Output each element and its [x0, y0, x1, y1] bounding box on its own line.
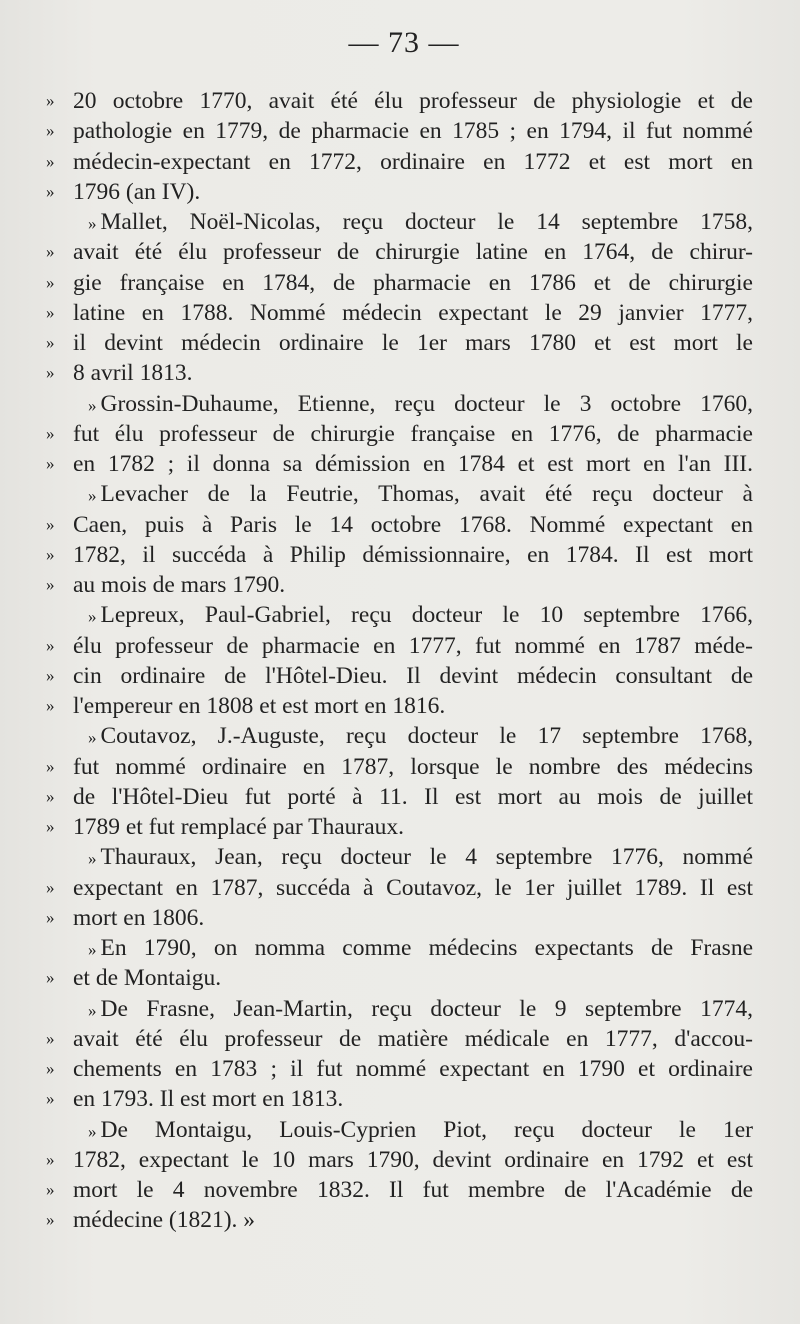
quote-mark: » — [46, 363, 54, 383]
quote-mark: » — [46, 665, 54, 685]
text-line — [0, 419, 800, 449]
line-text — [88, 600, 753, 632]
quote-mark: » — [46, 696, 54, 715]
line-content: Grossin-Duhaume, Etienne, reçu docteur le 3 octobre 1760, — [100, 390, 753, 417]
quote-mark: » — [46, 1180, 54, 1199]
text-line — [0, 389, 800, 419]
line-content: En 1790, on nomma comme médecins expectants de Frasne — [100, 935, 753, 961]
line-content: De Montaigu, Louis-Cyprien Piot, reçu docteur le 1er — [100, 1116, 753, 1143]
text-line — [0, 479, 800, 509]
text-line — [0, 1175, 800, 1205]
line-content: Coutavoz, J.-Auguste, reçu docteur le 17 septembre 1768, — [100, 723, 753, 750]
page-number: — 73 — — [348, 26, 460, 59]
quote-mark: » — [46, 756, 54, 776]
text-line — [0, 358, 800, 388]
line-content: expectant en 1787, succéda à Coutavoz, le 1er juillet 1789. Il est — [73, 874, 753, 901]
text-line — [0, 691, 800, 721]
line-content: 1782, il succéda à Philip démissionnaire, en 1784. Il est mort — [73, 541, 753, 568]
line-text — [88, 994, 753, 1026]
quote-mark: » — [46, 181, 54, 201]
text-line — [0, 933, 800, 963]
quote-mark: » — [88, 940, 96, 959]
quote-mark: » — [46, 635, 54, 655]
line-content: de l'Hôtel-Dieu fut porté à 11. Il est mort au mois de juillet — [73, 783, 753, 810]
line-text — [88, 479, 753, 511]
line-content: en 1793. Il est mort en 1813. — [73, 1086, 344, 1113]
text-line — [0, 116, 800, 146]
line-content: Mallet, Noël-Nicolas, reçu docteur le 14 septembre 1758, — [100, 209, 753, 235]
quote-mark: » — [46, 968, 54, 988]
line-content: 20 octobre 1770, avait été élu professeur de physiologie et de — [73, 88, 753, 114]
line-content: latine en 1788. Nommé médecin expectant le 29 janvier 1777, — [73, 299, 753, 326]
line-text — [88, 1115, 753, 1147]
text-line — [0, 510, 800, 540]
body-text — [0, 86, 800, 1236]
text-line — [0, 812, 800, 842]
line-content: fut élu professeur de chirurgie française en 1776, de pharmacie — [73, 420, 753, 447]
text-line — [0, 903, 800, 933]
quote-mark: » — [46, 1028, 54, 1048]
line-content: fut nommé ordinaire en 1787, lorsque le nombre des médecins — [73, 753, 753, 780]
text-line — [0, 177, 800, 207]
text-line — [0, 449, 800, 479]
text-line — [0, 268, 800, 298]
quote-mark: » — [88, 395, 96, 415]
line-content: il devint médecin ordinaire le 1er mars 1780 et est mort le — [73, 330, 753, 356]
line-content: Caen, puis à Paris le 14 octobre 1768. Nommé expectant en — [73, 511, 753, 538]
quote-mark: » — [46, 544, 54, 564]
quote-mark: » — [88, 214, 96, 233]
text-line — [0, 721, 800, 751]
line-content: et de Montaigu. — [73, 965, 222, 992]
line-content: mort en 1806. — [73, 904, 205, 931]
quote-mark: » — [88, 607, 96, 627]
text-line — [0, 237, 800, 267]
text-line — [0, 873, 800, 903]
quote-mark: » — [88, 728, 96, 748]
line-text — [88, 721, 753, 753]
text-line — [0, 147, 800, 177]
quote-mark: » — [88, 1000, 96, 1020]
text-line — [0, 1024, 800, 1054]
quote-mark: » — [46, 454, 54, 473]
quote-mark: » — [46, 575, 54, 594]
quote-mark: » — [46, 1149, 54, 1169]
quote-mark: » — [46, 514, 54, 534]
quote-mark: » — [46, 151, 54, 171]
text-line — [0, 86, 800, 116]
text-line — [0, 1054, 800, 1084]
text-line — [0, 1115, 800, 1145]
line-content: Thauraux, Jean, reçu docteur le 4 septembre 1776, nommé — [100, 844, 753, 871]
quote-mark: » — [46, 1059, 54, 1078]
text-line — [0, 207, 800, 237]
line-content: cin ordinaire de l'Hôtel-Dieu. Il devint médecin consultant de — [73, 662, 753, 689]
line-content: 1782, expectant le 10 mars 1790, devint ordinaire en 1792 et est — [73, 1146, 753, 1173]
quote-mark: » — [46, 877, 54, 897]
quote-mark: » — [46, 242, 54, 262]
quote-mark: » — [46, 786, 54, 806]
line-content: élu professeur de pharmacie en 1777, fut nommé en 1787 méde- — [73, 632, 753, 659]
quote-mark: » — [88, 849, 96, 869]
text-line — [0, 1145, 800, 1175]
text-line — [0, 1205, 800, 1235]
text-line — [0, 1084, 800, 1114]
quote-mark: » — [46, 907, 54, 927]
text-line — [0, 328, 800, 358]
quote-mark: » — [46, 1089, 54, 1109]
line-content: médecin-expectant en 1772, ordinaire en 1772 et est mort en — [73, 148, 753, 175]
line-text — [88, 933, 753, 965]
quote-mark: » — [46, 91, 54, 110]
text-line — [0, 600, 800, 630]
quote-mark: » — [46, 121, 54, 141]
text-line — [0, 298, 800, 328]
quote-mark: » — [46, 423, 54, 443]
line-content: gie française en 1784, de pharmacie en 1786 et de chirurgie — [73, 269, 753, 296]
text-line — [0, 570, 800, 600]
line-content: au mois de mars 1790. — [73, 572, 286, 598]
quote-mark: » — [88, 486, 96, 506]
line-content: De Frasne, Jean-Martin, reçu docteur le 9 septembre 1774, — [100, 995, 753, 1022]
line-content: Levacher de la Feutrie, Thomas, avait été reçu docteur à — [100, 481, 753, 508]
text-line — [0, 661, 800, 691]
line-content: médecine (1821). » — [73, 1207, 256, 1234]
line-content: 8 avril 1813. — [73, 360, 193, 387]
line-content: Lepreux, Paul-Gabriel, reçu docteur le 10 septembre 1766, — [100, 602, 753, 629]
line-content: 1796 (an IV). — [73, 178, 201, 205]
line-content: pathologie en 1779, de pharmacie en 1785 ; en 1794, il fut nommé — [73, 118, 753, 145]
line-content: en 1782 ; il donna sa démission en 1784 et est mort en l'an III. — [73, 451, 753, 477]
text-line — [0, 540, 800, 570]
text-line — [0, 842, 800, 872]
quote-mark: » — [88, 1121, 96, 1141]
text-line — [0, 963, 800, 993]
line-text — [88, 842, 753, 874]
text-line — [0, 782, 800, 812]
quote-mark: » — [46, 1210, 54, 1230]
quote-mark: » — [46, 817, 54, 836]
text-line — [0, 752, 800, 782]
line-content: chements en 1783 ; il fut nommé expectant en 1790 et ordinaire — [73, 1056, 753, 1082]
quote-mark: » — [46, 272, 54, 292]
line-content: mort le 4 novembre 1832. Il fut membre de l'Académie de — [73, 1177, 753, 1203]
line-content: avait été élu professeur de chirurgie latine en 1764, de chirur- — [73, 239, 753, 266]
quote-mark: » — [46, 302, 54, 322]
line-text — [88, 207, 753, 239]
text-line — [0, 994, 800, 1024]
line-content: avait été élu professeur de matière médicale en 1777, d'accou- — [73, 1025, 753, 1052]
text-line — [0, 631, 800, 661]
line-content: l'empereur en 1808 et est mort en 1816. — [73, 693, 446, 719]
line-content: 1789 et fut remplacé par Thauraux. — [73, 814, 405, 840]
line-text — [88, 389, 753, 421]
quote-mark: » — [46, 333, 54, 352]
